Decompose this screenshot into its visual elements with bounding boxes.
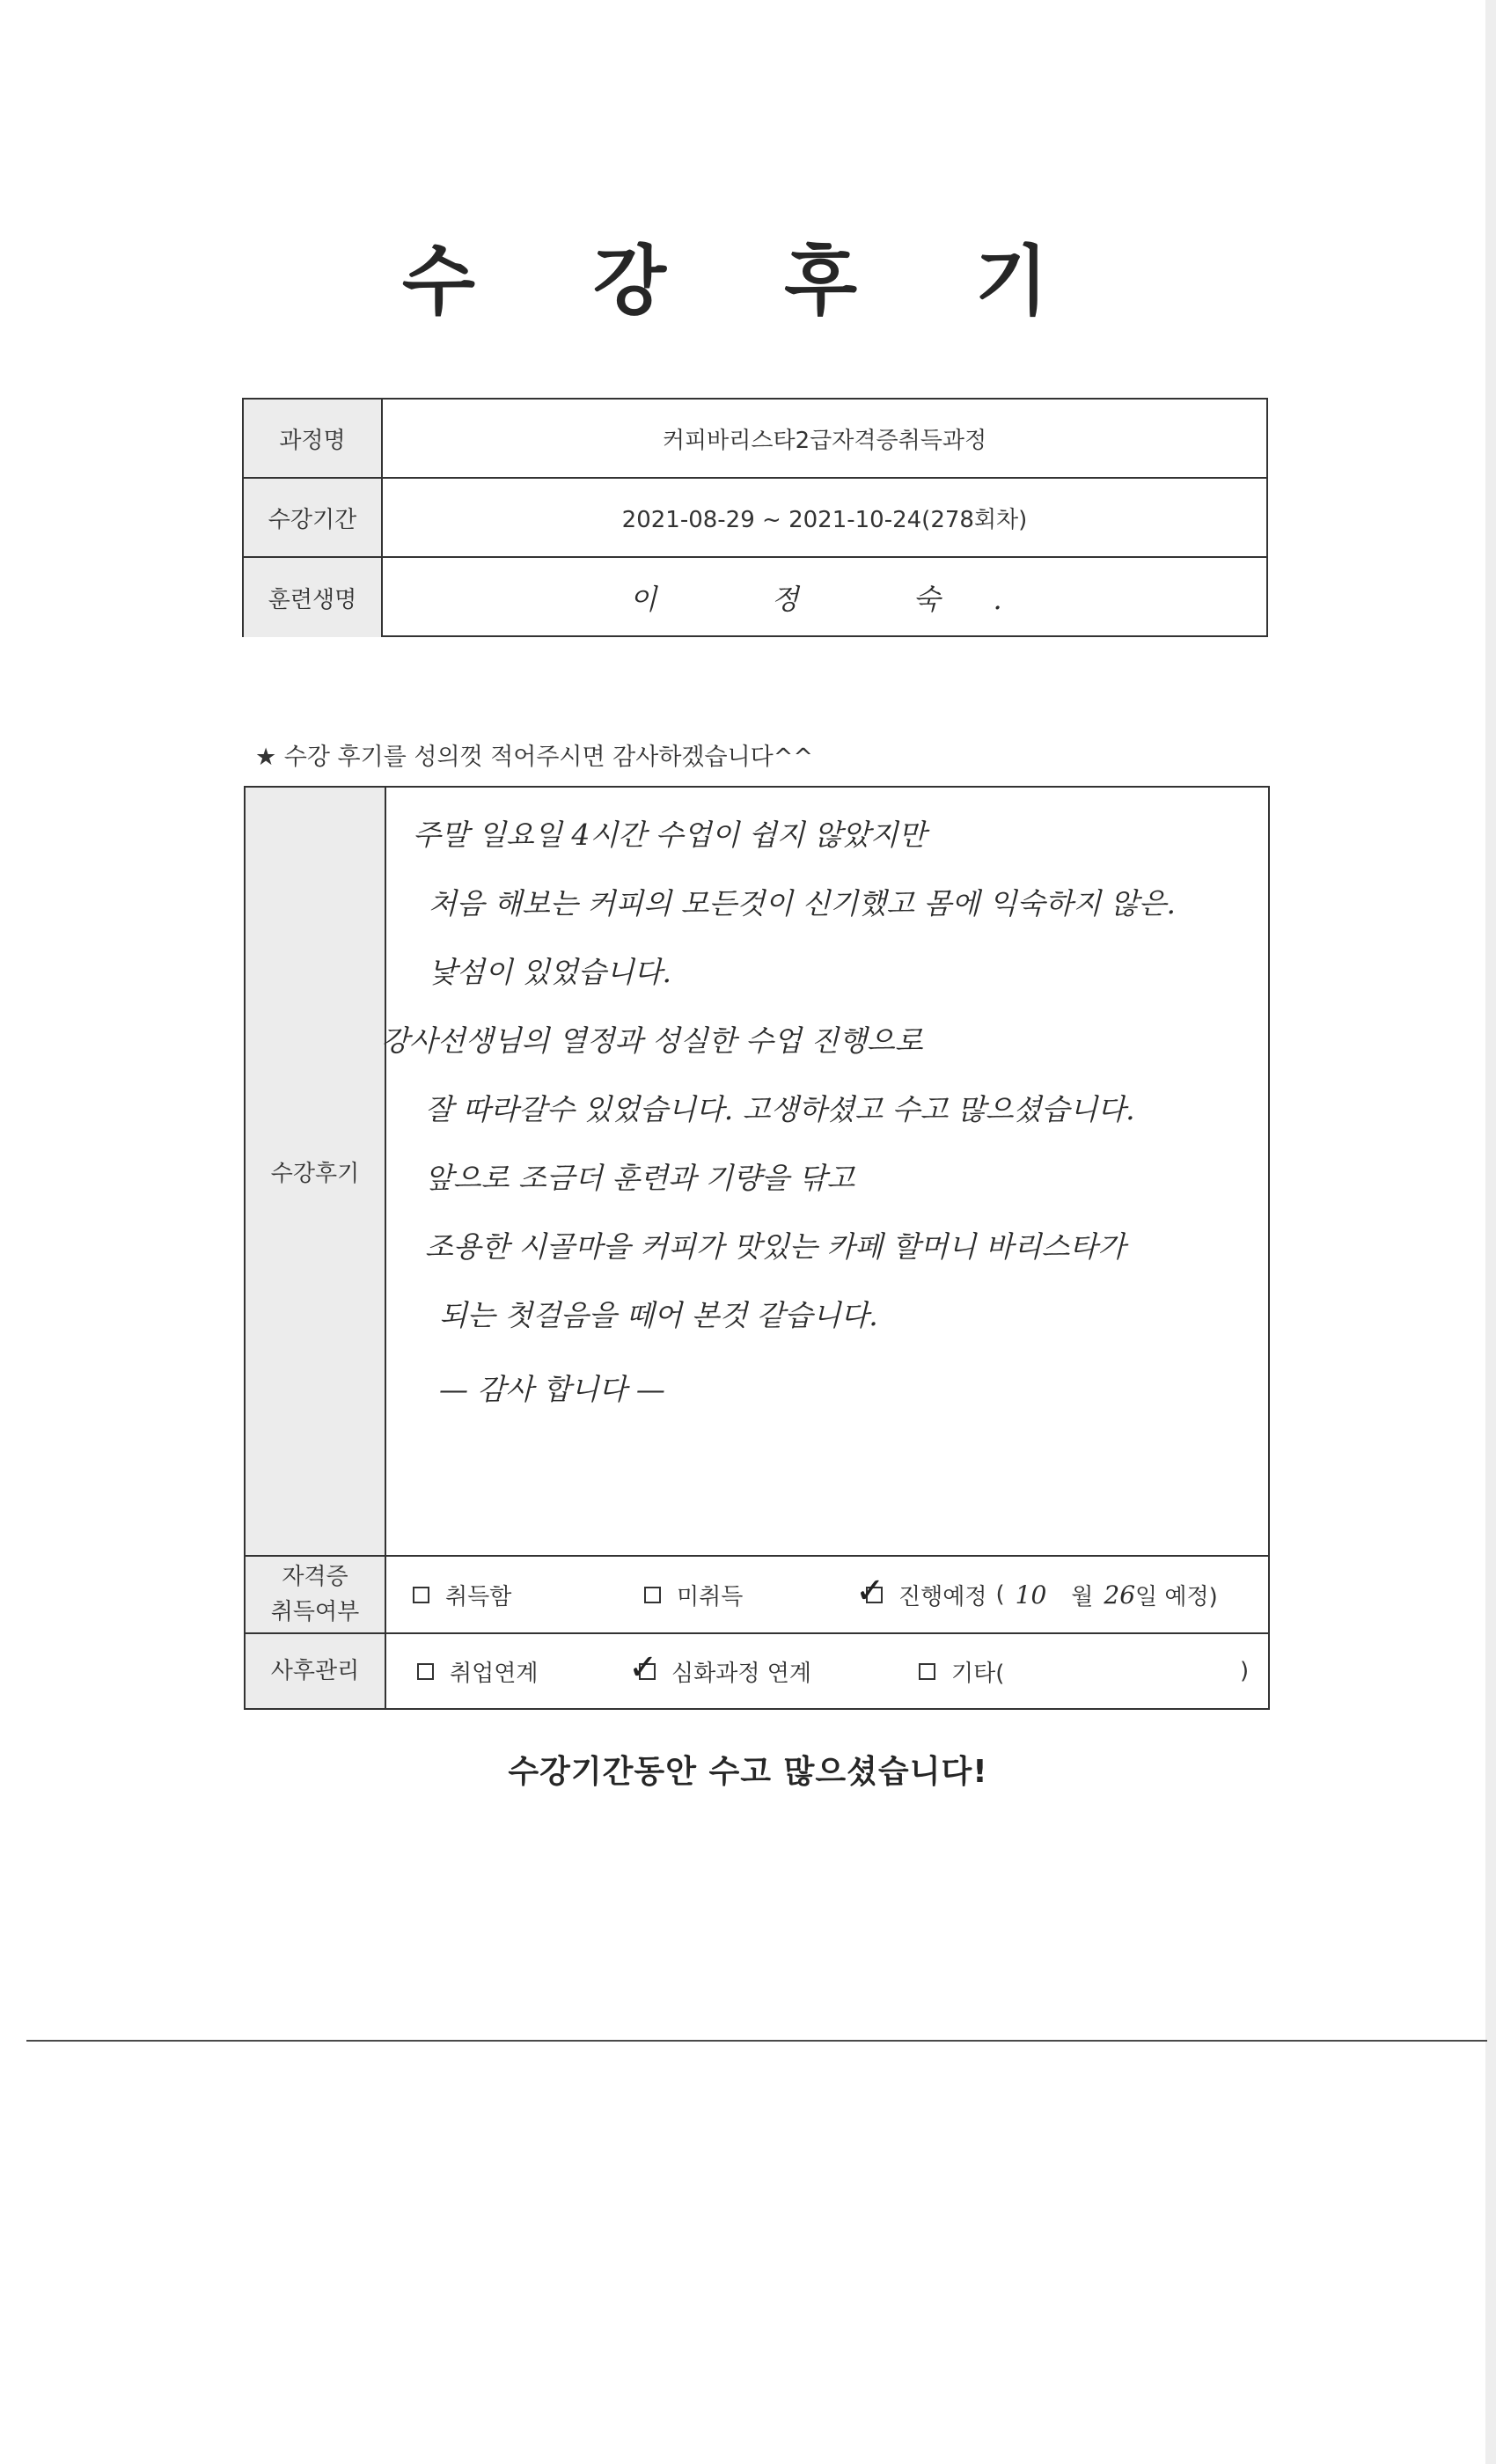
checkmark-icon: ✓ xyxy=(855,1570,885,1611)
review-line-6: 앞으로 조금더 훈련과 기량을 닦고 xyxy=(425,1161,855,1195)
option-scheduled[interactable] xyxy=(855,1557,1218,1632)
review-line-4: 강사선생님의 열정과 성실한 수업 진행으로 xyxy=(381,1023,923,1058)
review-label: 수강후기 xyxy=(246,788,386,1557)
option-advanced[interactable] xyxy=(628,1634,811,1708)
option-other-close xyxy=(1240,1634,1249,1708)
trainee-name-handwritten: 이 정 숙. xyxy=(629,583,1055,616)
certificate-label-text: 자격증 취득여부 xyxy=(270,1564,360,1625)
review-body xyxy=(381,788,1268,1557)
scheduled-day: 26 xyxy=(1104,1580,1136,1610)
review-table xyxy=(244,786,1270,1710)
option-not-acquired-label: 미취득 xyxy=(677,1583,744,1610)
checkbox-scheduled[interactable] xyxy=(855,1570,885,1611)
aftercare-row xyxy=(246,1634,1268,1708)
checkbox-acquired[interactable] xyxy=(413,1587,429,1603)
day-unit: 일 예정) xyxy=(1135,1583,1218,1610)
certificate-row xyxy=(246,1557,1268,1634)
option-not-acquired[interactable] xyxy=(644,1557,743,1632)
checkmark-icon: ✓ xyxy=(628,1646,658,1688)
trainee-label: 훈련생명 xyxy=(244,558,383,637)
option-other-label: 기타( xyxy=(951,1660,1005,1687)
course-value: 커피바리스타2급자격증취득과정 xyxy=(662,427,987,454)
review-line-1: 주말 일요일 4시간 수업이 쉽지 않았지만 xyxy=(413,818,927,852)
checkbox-other[interactable] xyxy=(919,1663,935,1680)
option-employment[interactable] xyxy=(417,1634,538,1708)
review-line-3: 낯섬이 있었습니다. xyxy=(429,955,672,989)
review-line-8: 되는 첫걸음을 떼어 본것 같습니다. xyxy=(439,1298,878,1332)
course-label: 과정명 xyxy=(244,400,383,477)
aftercare-label: 사후관리 xyxy=(246,1634,386,1708)
checkbox-not-acquired[interactable] xyxy=(644,1587,661,1603)
option-acquired-label: 취득함 xyxy=(445,1583,512,1610)
other-close-paren: ) xyxy=(1240,1658,1250,1684)
period-row xyxy=(244,479,1266,558)
option-other[interactable] xyxy=(919,1634,1004,1708)
instruction-text: ★ 수강 후기를 성의껏 적어주시면 감사하겠습니다^^ xyxy=(255,744,814,771)
option-acquired[interactable] xyxy=(413,1557,511,1632)
review-line-2: 처음 해보는 커피의 모든것이 신기했고 몸에 익숙하지 않은. xyxy=(429,886,1176,920)
period-value: 2021-08-29 ~ 2021-10-24(278회차) xyxy=(621,506,1028,533)
course-row xyxy=(244,400,1266,479)
scheduled-month: 10 xyxy=(1015,1580,1047,1610)
month-unit: 월 xyxy=(1071,1583,1094,1610)
checkbox-advanced[interactable] xyxy=(628,1646,658,1688)
trainee-value xyxy=(383,558,1266,637)
page-title: 수 강 후 기 xyxy=(401,238,1095,326)
trainee-row xyxy=(244,558,1266,637)
checkbox-employment[interactable] xyxy=(417,1663,434,1680)
review-line-9: — 감사 합니다 — xyxy=(439,1372,665,1406)
scheduled-open-paren: ( xyxy=(995,1581,1005,1608)
review-line-5: 잘 따라갈수 있었습니다. 고생하셨고 수고 많으셨습니다. xyxy=(425,1092,1135,1126)
scan-edge xyxy=(1485,0,1496,2464)
review-line-7: 조용한 시골마을 커피가 맛있는 카페 할머니 바리스타가 xyxy=(425,1229,1126,1264)
info-table xyxy=(242,398,1268,637)
period-label: 수강기간 xyxy=(244,479,383,556)
closing-message: 수강기간동안 수고 많으셨습니다! xyxy=(508,1754,988,1790)
scan-bottom-line xyxy=(26,2040,1487,2042)
certificate-label xyxy=(246,1557,386,1632)
option-employment-label: 취업연계 xyxy=(450,1660,539,1687)
option-scheduled-label: 진행예정 xyxy=(898,1583,987,1610)
option-advanced-label: 심화과정 연계 xyxy=(671,1660,811,1687)
